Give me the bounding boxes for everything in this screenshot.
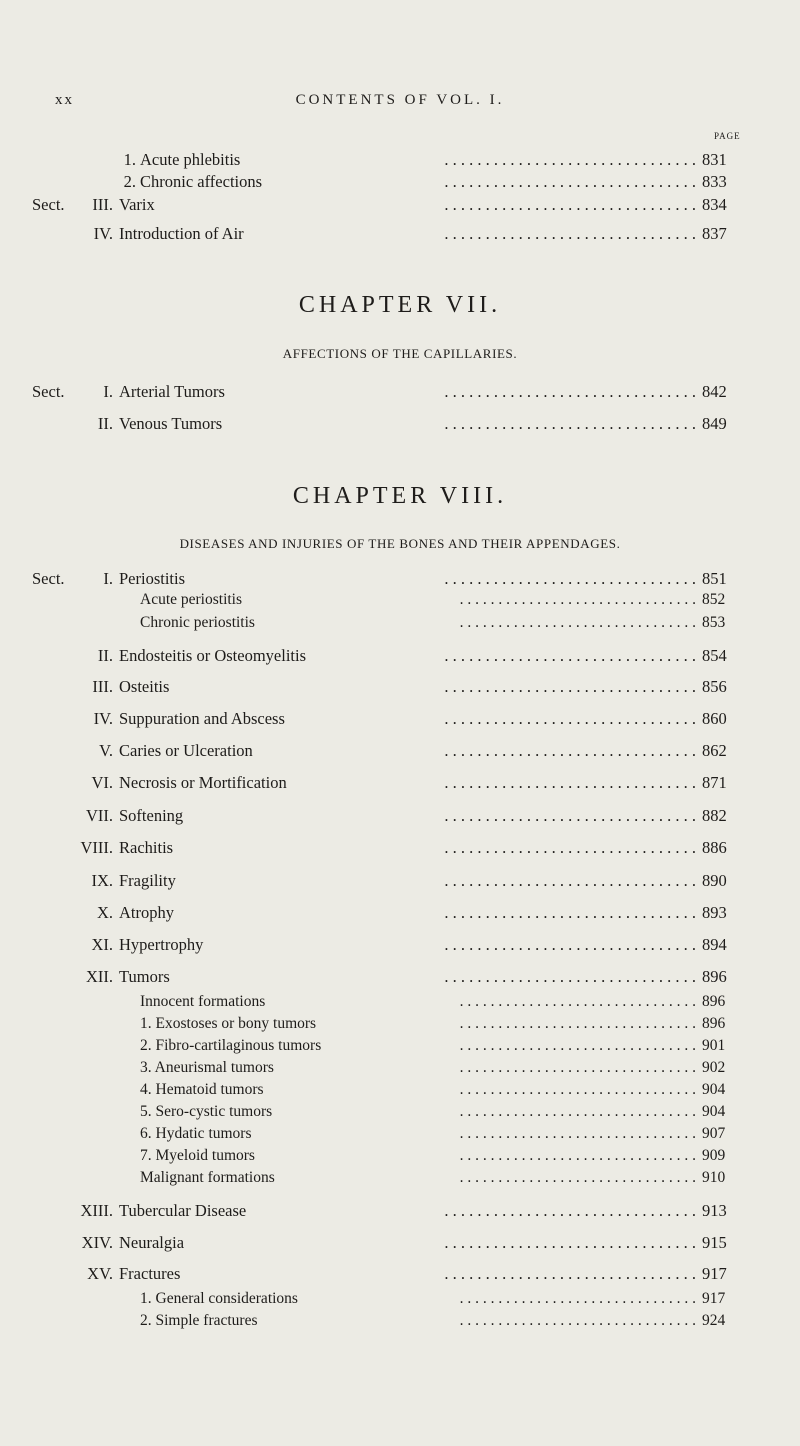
section-number: V. — [99, 741, 113, 760]
page-number: 896 — [702, 993, 726, 1010]
contents-row — [0, 195, 800, 217]
page-number: 907 — [702, 1125, 726, 1142]
page-number: 917 — [702, 1290, 726, 1307]
contents-row — [0, 903, 800, 925]
entry-title: 1. General considerations — [140, 1290, 298, 1307]
page-number: 833 — [702, 172, 727, 191]
page-number: 853 — [702, 614, 726, 631]
dot-leader: . . . . . . . . . . . . . . . . . . . . . . . . . . . . . . . — [459, 1081, 696, 1098]
running-head — [30, 92, 770, 112]
entry-title: Innocent formations — [140, 993, 266, 1010]
dot-leader: . . . . . . . . . . . . . . . . . . . . . . . . . . . . . . . — [459, 1015, 696, 1032]
page-number: 852 — [702, 591, 726, 608]
contents-row — [0, 646, 800, 668]
section-number: I. — [103, 569, 113, 588]
entry-title: Softening — [119, 806, 184, 825]
contents-row — [0, 935, 800, 957]
section-number: II. — [97, 646, 113, 665]
contents-row — [0, 1290, 800, 1312]
entry-title: Periostitis — [119, 569, 186, 588]
entry-title: Introduction of Air — [119, 224, 244, 243]
section-number: XI. — [91, 935, 113, 954]
entry-title: Tumors — [119, 967, 170, 986]
entry-title: Caries or Ulceration — [119, 741, 253, 760]
contents-row — [0, 224, 800, 246]
dot-leader: . . . . . . . . . . . . . . . . . . . . . . . . . . . . . . . — [444, 677, 696, 696]
page-number: 924 — [702, 1312, 726, 1329]
dot-leader: . . . . . . . . . . . . . . . . . . . . . . . . . . . . . . . — [459, 1147, 696, 1164]
dot-leader: . . . . . . . . . . . . . . . . . . . . . . . . . . . . . . . — [444, 646, 696, 665]
section-number: VIII. — [80, 838, 113, 857]
dot-leader: . . . . . . . . . . . . . . . . . . . . . . . . . . . . . . . — [459, 993, 696, 1010]
contents-row — [0, 1169, 800, 1191]
entry-title: Hypertrophy — [119, 935, 204, 954]
entry-title: 4. Hematoid tumors — [140, 1081, 264, 1098]
contents-row — [0, 677, 800, 699]
section-number: 2. — [123, 172, 136, 191]
entry-title: Necrosis or Mortification — [119, 773, 287, 792]
section-number: XIV. — [81, 1233, 113, 1252]
section-number: III. — [92, 195, 113, 214]
dot-leader: . . . . . . . . . . . . . . . . . . . . . . . . . . . . . . . — [444, 172, 696, 191]
contents-row — [0, 1312, 800, 1334]
contents-row — [0, 382, 800, 404]
contents-row — [0, 150, 800, 172]
page-number: 904 — [702, 1081, 726, 1098]
entry-title: 2. Fibro-cartilaginous tumors — [140, 1037, 322, 1054]
page-number: 886 — [702, 838, 727, 857]
dot-leader: . . . . . . . . . . . . . . . . . . . . . . . . . . . . . . . — [444, 838, 696, 857]
page-number: 890 — [702, 871, 727, 890]
contents-row — [0, 591, 800, 613]
contents-row — [0, 1201, 800, 1223]
dot-leader: . . . . . . . . . . . . . . . . . . . . . . . . . . . . . . . — [444, 414, 696, 433]
contents-row — [0, 172, 800, 194]
section-number: IV. — [93, 224, 113, 243]
entry-title: Chronic periostitis — [140, 614, 255, 631]
contents-row — [0, 414, 800, 436]
contents-row — [0, 967, 800, 989]
page-number: 902 — [702, 1059, 726, 1076]
contents-row — [0, 1264, 800, 1286]
entry-title: Varix — [119, 195, 155, 214]
contents-row — [0, 1037, 800, 1059]
dot-leader: . . . . . . . . . . . . . . . . . . . . . . . . . . . . . . . — [444, 709, 696, 728]
page-column-label: PAGE — [714, 131, 741, 141]
entry-title: 5. Sero-cystic tumors — [140, 1103, 273, 1120]
entry-title: Atrophy — [119, 903, 174, 922]
contents-row — [0, 709, 800, 731]
entry-title: Fractures — [119, 1264, 181, 1283]
page-number: 854 — [702, 646, 727, 665]
section-prefix: Sect. — [32, 195, 65, 214]
entry-title: Arterial Tumors — [119, 382, 225, 401]
contents-row — [0, 1103, 800, 1125]
page-number: 915 — [702, 1233, 727, 1252]
contents-row — [0, 1233, 800, 1255]
section-number: XV. — [87, 1264, 113, 1283]
section-prefix: Sect. — [32, 382, 65, 401]
dot-leader: . . . . . . . . . . . . . . . . . . . . . . . . . . . . . . . — [459, 1125, 696, 1142]
chapter-7-heading: CHAPTER VII. — [298, 292, 502, 318]
page-number: 834 — [702, 195, 727, 214]
page-number: 871 — [702, 773, 727, 792]
chapter-8-heading: CHAPTER VIII. — [292, 483, 508, 509]
entry-title: 7. Myeloid tumors — [140, 1147, 255, 1164]
dot-leader: . . . . . . . . . . . . . . . . . . . . . . . . . . . . . . . — [459, 1169, 696, 1186]
dot-leader: . . . . . . . . . . . . . . . . . . . . . . . . . . . . . . . — [459, 1312, 696, 1329]
section-number: I. — [103, 382, 113, 401]
page-folio: xx — [55, 92, 74, 108]
dot-leader: . . . . . . . . . . . . . . . . . . . . . . . . . . . . . . . — [444, 382, 696, 401]
entry-title: Venous Tumors — [119, 414, 223, 433]
section-number: IX. — [91, 871, 113, 890]
entry-title: 3. Aneurismal tumors — [140, 1059, 274, 1076]
contents-row — [0, 1015, 800, 1037]
dot-leader: . . . . . . . . . . . . . . . . . . . . . . . . . . . . . . . — [459, 1103, 696, 1120]
entry-title: Chronic affections — [140, 172, 263, 191]
page-number: 909 — [702, 1147, 726, 1164]
dot-leader: . . . . . . . . . . . . . . . . . . . . . . . . . . . . . . . — [459, 1290, 696, 1307]
contents-row — [0, 838, 800, 860]
page-number: 851 — [702, 569, 727, 588]
dot-leader: . . . . . . . . . . . . . . . . . . . . . . . . . . . . . . . — [444, 773, 696, 792]
dot-leader: . . . . . . . . . . . . . . . . . . . . . . . . . . . . . . . — [444, 967, 696, 986]
page-number: 837 — [702, 224, 727, 243]
contents-row — [0, 806, 800, 828]
page-number: 894 — [702, 935, 727, 954]
contents-row — [0, 871, 800, 893]
dot-leader: . . . . . . . . . . . . . . . . . . . . . . . . . . . . . . . — [444, 569, 696, 588]
contents-row — [0, 569, 800, 591]
contents-row — [0, 1147, 800, 1169]
dot-leader: . . . . . . . . . . . . . . . . . . . . . . . . . . . . . . . — [444, 903, 696, 922]
page-number: 849 — [702, 414, 727, 433]
dot-leader: . . . . . . . . . . . . . . . . . . . . . . . . . . . . . . . — [444, 1264, 696, 1283]
page-number: 896 — [702, 967, 727, 986]
page-number: 862 — [702, 741, 727, 760]
section-number: 1. — [123, 150, 136, 169]
page-number: 856 — [702, 677, 727, 696]
section-prefix: Sect. — [32, 569, 65, 588]
chapter-8-subheading: DISEASES AND INJURIES OF THE BONES AND THEIR APPENDAGES. — [179, 536, 621, 551]
entry-title: 1. Exostoses or bony tumors — [140, 1015, 317, 1032]
page-number: 910 — [702, 1169, 726, 1186]
running-title: CONTENTS OF VOL. I. — [295, 92, 505, 108]
entry-title: Rachitis — [119, 838, 174, 857]
entry-title: Neuralgia — [119, 1233, 185, 1252]
section-number: VII. — [85, 806, 113, 825]
chapter-7-subheading: AFFECTIONS OF THE CAPILLARIES. — [282, 346, 518, 361]
contents-row — [0, 1059, 800, 1081]
contents-row — [0, 741, 800, 763]
dot-leader: . . . . . . . . . . . . . . . . . . . . . . . . . . . . . . . — [444, 1233, 696, 1252]
page-number: 913 — [702, 1201, 727, 1220]
dot-leader: . . . . . . . . . . . . . . . . . . . . . . . . . . . . . . . — [444, 150, 696, 169]
dot-leader: . . . . . . . . . . . . . . . . . . . . . . . . . . . . . . . — [459, 591, 696, 608]
entry-title: Acute phlebitis — [140, 150, 241, 169]
contents-row — [0, 1125, 800, 1147]
dot-leader: . . . . . . . . . . . . . . . . . . . . . . . . . . . . . . . — [444, 1201, 696, 1220]
entry-title: Suppuration and Abscess — [119, 709, 285, 728]
dot-leader: . . . . . . . . . . . . . . . . . . . . . . . . . . . . . . . — [444, 195, 696, 214]
entry-title: Endosteitis or Osteomyelitis — [119, 646, 306, 665]
dot-leader: . . . . . . . . . . . . . . . . . . . . . . . . . . . . . . . — [444, 871, 696, 890]
dot-leader: . . . . . . . . . . . . . . . . . . . . . . . . . . . . . . . — [459, 1037, 696, 1054]
section-number: IV. — [93, 709, 113, 728]
entry-title: 6. Hydatic tumors — [140, 1125, 252, 1142]
page-number: 831 — [702, 150, 727, 169]
page-number: 893 — [702, 903, 727, 922]
page-number: 901 — [702, 1037, 726, 1054]
contents-row — [0, 993, 800, 1015]
section-number: VI. — [91, 773, 113, 792]
entry-title: Osteitis — [119, 677, 170, 696]
entry-title: Acute periostitis — [140, 591, 243, 608]
entry-title: Malignant formations — [140, 1169, 275, 1186]
contents-row — [0, 1081, 800, 1103]
page-number: 882 — [702, 806, 727, 825]
dot-leader: . . . . . . . . . . . . . . . . . . . . . . . . . . . . . . . — [444, 935, 696, 954]
dot-leader: . . . . . . . . . . . . . . . . . . . . . . . . . . . . . . . — [444, 806, 696, 825]
page-number: 842 — [702, 382, 727, 401]
contents-row — [0, 773, 800, 795]
dot-leader: . . . . . . . . . . . . . . . . . . . . . . . . . . . . . . . — [444, 741, 696, 760]
entry-title: 2. Simple fractures — [140, 1312, 258, 1329]
section-number: II. — [97, 414, 113, 433]
section-number: XII. — [85, 967, 113, 986]
entry-title: Tubercular Disease — [119, 1201, 247, 1220]
page-number: 904 — [702, 1103, 726, 1120]
section-number: X. — [96, 903, 113, 922]
dot-leader: . . . . . . . . . . . . . . . . . . . . . . . . . . . . . . . — [444, 224, 696, 243]
entry-title: Fragility — [119, 871, 176, 890]
page-number: 860 — [702, 709, 727, 728]
page-number: 896 — [702, 1015, 726, 1032]
contents-row — [0, 614, 800, 636]
dot-leader: . . . . . . . . . . . . . . . . . . . . . . . . . . . . . . . — [459, 614, 696, 631]
section-number: III. — [92, 677, 113, 696]
page-number: 917 — [702, 1264, 727, 1283]
section-number: XIII. — [80, 1201, 113, 1220]
dot-leader: . . . . . . . . . . . . . . . . . . . . . . . . . . . . . . . — [459, 1059, 696, 1076]
